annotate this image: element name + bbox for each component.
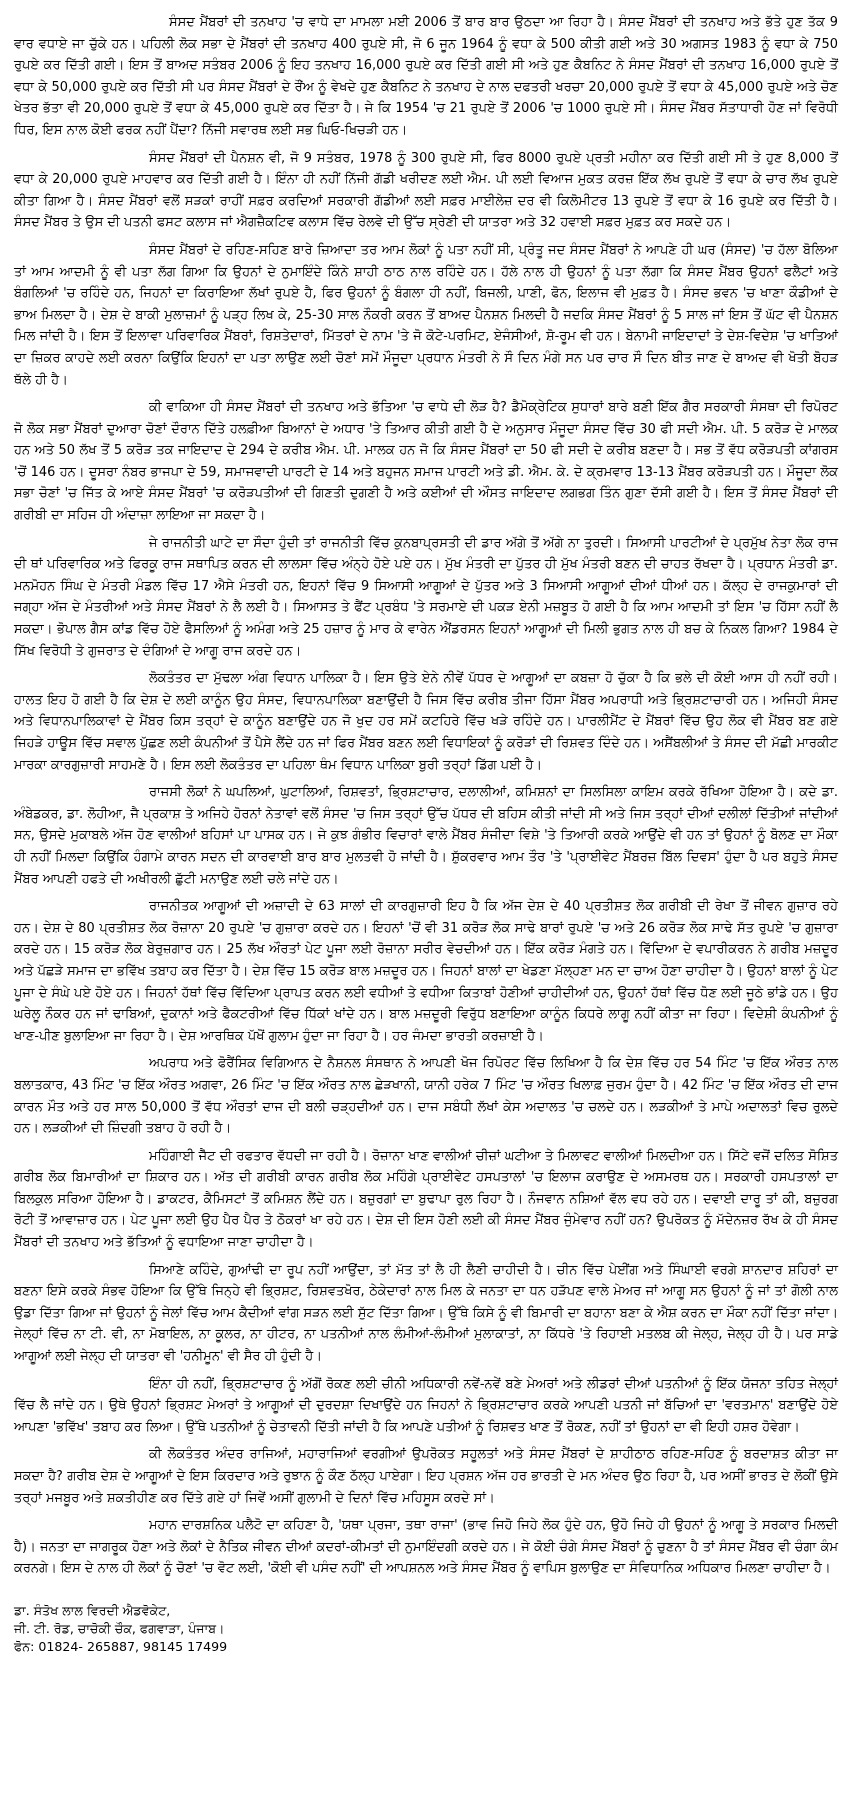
paragraph: ਜੇ ਰਾਜਨੀਤੀ ਘਾਟੇ ਦਾ ਸੌਦਾ ਹੁੰਦੀ ਤਾਂ ਰਾਜਨੀਤੀ ਵਿੱਚ ਕੁਨਬਾਪ੍ਰਸਤੀ ਦੀ ਡਾਰ ਅੱਗੇ ਤੋਂ ਅੱਗੇ ਨਾ ਤੁਰਦੀ। ਸਿਆਸੀ ਪਾਰਟੀਆਂ ਦੇ ਪ੍ਰਮੁੱਖ ਨੇਤਾ ਲੋਕ ਰਾਜ ਦੀ ਥਾਂ ਪਰਿਵਾਰਿਕ ਅਤੇ ਫਿਰਕੂ ਰਾਜ ਸਥਾਪਿਤ ਕਰਨ ਦੀ ਲਾਲਸਾ ਵਿੱਚ ਅੰਨ੍ਹੇ ਹੋਏ ਪਏ ਹਨ। ਮੁੱਖ ਮੰਤਰੀ ਦਾ ਪੁੱਤਰ ਹੀ ਮੁੱਖ ਮੰਤਰੀ ਬਣਨ ਦੀ ਚਾਹਤ ਰੱਖਦਾ ਹੈ। ਪ੍ਰਧਾਨ ਮੰਤਰੀ ਡਾ. ਮਨਮੋਹਨ ਸਿੰਘ ਦੇ ਮੰਤਰੀ ਮੰਡਲ ਵਿੱਚ 17 ਐਸੇ ਮੰਤਰੀ ਹਨ, ਇਹਨਾਂ ਵਿੱਚ 9 ਸਿਆਸੀ ਆਗੂਆਂ ਦੇ ਪੁੱਤਰ ਅਤੇ 3 ਸਿਆਸੀ ਆਗੂਆਂ ਦੀਆਂ ਧੀਆਂ ਹਨ। ਕੱਲ੍ਹ ਦੇ ਰਾਜਕੁਮਾਰਾਂ ਦੀ ਜਗ੍ਹਾ ਅੱਜ ਦੇ ਮੰਤਰੀਆਂ ਅਤੇ ਸੰਸਦ ਮੈਂਬਰਾਂ ਨੇ ਲੈ ਲਈ ਹੈ। ਸਿਆਸਤ ਤੇ ਫੈਂਟ ਪ੍ਰਬੰਧ 'ਤੇ ਸਰਮਾਏ ਦੀ ਪਕੜ ਏਨੀ ਮਜ਼ਬੂਤ ਹੋ ਗਈ ਹੈ ਕਿ ਆਮ ਆਦਮੀ ਤਾਂ ਇਸ 'ਚ ਹਿੱਸਾ ਨਹੀਂ ਲੈ ਸਕਦਾ। ਭੋਪਾਲ ਗੈਸ ਕਾਂਡ ਵਿੱਚ ਹੋਏ ਫੈਸਲਿਆਂ ਨੂੰ ਅਮੰਗ ਅਤੇ 25 ਹਜ਼ਾਰ ਨੂੰ ਮਾਰ ਕੇ ਵਾਰੇਨ ਐਂਡਰਸਨ ਇਹਨਾਂ ਆਗੂਆਂ ਦੀ ਮਿਲੀ ਭੁਗਤ ਨਾਲ ਹੀ ਬਚ ਕੇ ਨਿਕਲ ਗਿਆ? 1984 ਦੇ ਸਿੱਖ ਵਿਰੋਧੀ ਤੇ ਗੁਜਰਾਤ ਦੇ ਦੰਗਿਆਂ ਦੇ ਆਗੂ ਰਾਜ ਕਰਦੇ ਹਨ।: [14, 535, 838, 659]
paragraph: ਅਪਰਾਧ ਅਤੇ ਫੋਰੈਂਸਿਕ ਵਿਗਿਆਨ ਦੇ ਨੈਸ਼ਨਲ ਸੰਸਥਾਨ ਨੇ ਆਪਣੀ ਖੋਜ ਰਿਪੋਰਟ ਵਿੱਚ ਲਿਖਿਆ ਹੈ ਕਿ ਦੇਸ਼ ਵਿੱਚ ਹਰ 54 ਮਿੰਟ 'ਚ ਇੱਕ ਔਰਤ ਨਾਲ ਬਲਾਤਕਾਰ, 43 ਮਿੰਟ 'ਚ ਇੱਕ ਔਰਤ ਅਗਵਾ, 26 ਮਿੰਟ 'ਚ ਇੱਕ ਔਰਤ ਨਾਲ ਛੇੜਖਾਨੀ, ਯਾਨੀ ਹਰੇਕ 7 ਮਿੰਟ 'ਚ ਔਰਤ ਖਿਲਾਫ਼ ਜੁਰਮ ਹੁੰਦਾ ਹੈ। 42 ਮਿੰਟ 'ਚ ਇੱਕ ਔਰਤ ਦੀ ਦਾਜ ਕਾਰਨ ਮੌਤ ਅਤੇ ਹਰ ਸਾਲ 50,000 ਤੋਂ ਵੱਧ ਔਰਤਾਂ ਦਾਜ ਦੀ ਬਲੀ ਚੜ੍ਹਦੀਆਂ ਹਨ। ਦਾਜ ਸਬੰਧੀ ਲੱਖਾਂ ਕੇਸ ਅਦਾਲਤ 'ਚ ਚਲਦੇ ਹਨ। ਲੜਕੀਆਂ ਤੇ ਮਾਪੇ ਅਦਾਲਤਾਂ ਵਿਚ ਰੁਲਦੇ ਹਨ। ਲੜਕੀਆਂ ਦੀ ਜ਼ਿੰਦਗੀ ਤਬਾਹ ਹੋ ਰਹੀ ਹੈ।: [14, 1056, 838, 1137]
article-body: [14, 12, 838, 1580]
paragraph: ਸੰਸਦ ਮੈਂਬਰਾਂ ਦੀ ਤਨਖਾਹ 'ਚ ਵਾਧੇ ਦਾ ਮਾਮਲਾ ਮਈ 2006 ਤੋਂ ਬਾਰ ਬਾਰ ਉਠਦਾ ਆ ਰਿਹਾ ਹੈ। ਸੰਸਦ ਮੈਂਬਰਾਂ ਦੀ ਤਨਖਾਹ ਅਤੇ ਭੱਤੇ ਹੁਣ ਤੱਕ 9 ਵਾਰ ਵਧਾਏ ਜਾ ਚੁੱਕੇ ਹਨ। ਪਹਿਲੀ ਲੋਕ ਸਭਾ ਦੇ ਮੈਂਬਰਾਂ ਦੀ ਤਨਖਾਹ 400 ਰੁਪਏ ਸੀ, ਜੋ 6 ਜੂਨ 1964 ਨੂੰ ਵਧਾ ਕੇ 500 ਕੀਤੀ ਗਈ ਅਤੇ 30 ਅਗਸਤ 1983 ਨੂੰ ਵਧਾ ਕੇ 750 ਰੁਪਏ ਕਰ ਦਿੱਤੀ ਗਈ। ਇਸ ਤੋਂ ਬਾਅਦ ਸਤੰਬਰ 2006 ਨੂੰ ਇਹ ਤਨਖਾਹ 16,000 ਰੁਪਏ ਕਰ ਦਿੱਤੀ ਗਈ ਸੀ ਅਤੇ ਹੁਣ ਕੈਬਨਿਟ ਨੇ ਸੰਸਦ ਮੈਂਬਰਾਂ ਦੀ ਤਨਖਾਹ 16,000 ਰੁਪਏ ਤੋਂ ਵਧਾ ਕੇ 50,000 ਰੁਪਏ ਕਰ ਦਿੱਤੀ ਸੀ ਪਰ ਸੰਸਦ ਮੈਂਬਰਾਂ ਦੇ ਰੌਂਅ ਨੂੰ ਵੇਖਦੇ ਹੁਣ ਕੈਬਨਿਟ ਨੇ ਤਨਖਾਹ ਦੇ ਨਾਲ ਦਫਤਰੀ ਖਰਚਾ 20,000 ਰੁਪਏ ਤੋਂ ਵਧਾ ਕੇ 45,000 ਰੁਪਏ ਅਤੇ ਚੋਣ ਖੇਤਰ ਭੱਤਾ ਵੀ 20,000 ਰੁਪਏ ਤੋਂ ਵਧਾ ਕੇ 45,000 ਰੁਪਏ ਕਰ ਦਿੱਤਾ ਹੈ। ਜੇ ਕਿ 1954 'ਚ 21 ਰੁਪਏ ਤੋਂ 2006 'ਚ 1000 ਰੁਪਏ ਸੀ। ਸੰਸਦ ਮੈਂਬਰ ਸੱਤਾਧਾਰੀ ਹੋਣ ਜਾਂ ਵਿਰੋਧੀ ਧਿਰ, ਇਸ ਨਾਲ ਕੋਈ ਫਰਕ ਨਹੀਂ ਪੈਂਦਾ? ਨਿੱਜੀ ਸਵਾਰਥ ਲਈ ਸਭ ਘਿਓ-ਖਿਚੜੀ ਹਨ।: [14, 15, 838, 138]
paragraph: ਮਹਾਨ ਦਾਰਸ਼ਨਿਕ ਪਲੈਟੋ ਦਾ ਕਹਿਣਾ ਹੈ, 'ਯਥਾ ਪ੍ਰਜਾ, ਤਥਾ ਰਾਜਾ' (ਭਾਵ ਜਿਹੋ ਜਿਹੇ ਲੋਕ ਹੁੰਦੇ ਹਨ, ਉਹੋ ਜਿਹੇ ਹੀ ਉਹਨਾਂ ਨੂੰ ਆਗੂ ਤੇ ਸਰਕਾਰ ਮਿਲਦੀ ਹੈ)। ਜਨਤਾ ਦਾ ਜਾਗਰੂਕ ਹੋਣਾ ਅਤੇ ਲੋਕਾਂ ਦੇ ਨੈਤਿਕ ਜੀਵਨ ਦੀਆਂ ਕਦਰਾਂ-ਕੀਮਤਾਂ ਦੀ ਨੁਮਾਇੰਦਗੀ ਕਰਦੇ ਹਨ। ਜੇ ਕੋਈ ਚੰਗੇ ਸੰਸਦ ਮੈਂਬਰਾਂ ਨੂੰ ਚੁਣਨਾ ਹੈ ਤਾਂ ਸੰਸਦ ਮੈਂਬਰ ਵੀ ਚੰਗਾ ਕੰਮ ਕਰਨਗੇ। ਇਸ ਦੇ ਨਾਲ ਹੀ ਲੋਕਾਂ ਨੂੰ ਚੋਣਾਂ 'ਚ ਵੋਟ ਲਈ, 'ਕੋਈ ਵੀ ਪਸੰਦ ਨਹੀਂ' ਦੀ ਆਪਸ਼ਨਲ ਅਤੇ ਸੰਸਦ ਮੈਂਬਰ ਨੂੰ ਵਾਪਿਸ ਬੁਲਾਉਣ ਦਾ ਸੰਵਿਧਾਨਿਕ ਅਧਿਕਾਰ ਮਿਲਣਾ ਚਾਹੀਦਾ ਹੈ।: [14, 1518, 838, 1577]
author-signature-block: [14, 1602, 838, 1656]
paragraph: ਕੀ ਲੋਕਤੰਤਰ ਅੰਦਰ ਰਾਜਿਆਂ, ਮਹਾਰਾਜਿਆਂ ਵਰਗੀਆਂ ਉਪਰੋਕਤ ਸਹੂਲਤਾਂ ਅਤੇ ਸੰਸਦ ਮੈਂਬਰਾਂ ਦੇ ਸ਼ਾਹੀਠਾਠ ਰਹਿਣ-ਸਹਿਣ ਨੂੰ ਬਰਦਾਸ਼ਤ ਕੀਤਾ ਜਾ ਸਕਦਾ ਹੈ? ਗਰੀਬ ਦੇਸ਼ ਦੇ ਆਗੂਆਂ ਦੇ ਇਸ ਕਿਰਦਾਰ ਅਤੇ ਰੁਝਾਨ ਨੂੰ ਕੌਣ ਠੱਲ੍ਹ ਪਾਏਗਾ। ਇਹ ਪ੍ਰਸ਼ਨ ਅੱਜ ਹਰ ਭਾਰਤੀ ਦੇ ਮਨ ਅੰਦਰ ਉਠ ਰਿਹਾ ਹੈ, ਪਰ ਅਸੀਂ ਭਾਰਤ ਦੇ ਲੋਕੀਂ ਉਸੇ ਤਰ੍ਹਾਂ ਮਜਬੂਰ ਅਤੇ ਸ਼ਕਤੀਹੀਣ ਕਰ ਦਿੱਤੇ ਗਏ ਹਾਂ ਜਿਵੇਂ ਅਸੀਂ ਗੁਲਾਮੀ ਦੇ ਦਿਨਾਂ ਵਿੱਚ ਮਹਿਸੂਸ ਕਰਦੇ ਸਾਂ।: [14, 1447, 838, 1506]
paragraph: ਸਿਆਣੇ ਕਹਿੰਦੇ, ਗੁਆਂਢੀ ਦਾ ਰੂਪ ਨਹੀਂ ਆਉਂਦਾ, ਤਾਂ ਮੱਤ ਤਾਂ ਲੈ ਹੀ ਲੈਣੀ ਚਾਹੀਦੀ ਹੈ। ਚੀਨ ਵਿੱਚ ਪੇਈਂਗ ਅਤੇ ਸਿੰਘਾਈ ਵਰਗੇ ਸ਼ਾਨਦਾਰ ਸ਼ਹਿਰਾਂ ਦਾ ਬਣਨਾ ਇਸੇ ਕਰਕੇ ਸੰਭਵ ਹੋਇਆ ਕਿ ਉੱਥੇ ਜਿਨ੍ਹੇ ਵੀ ਭ੍ਰਿਸ਼ਟ, ਰਿਸ਼ਵਤਖੋਰ, ਠੇਕੇਦਾਰਾਂ ਨਾਲ ਮਿਲ ਕੇ ਜਨਤਾ ਦਾ ਧਨ ਹੜੱਪਣ ਵਾਲੇ ਮੇਅਰ ਜਾਂ ਆਗੂ ਸਨ ਉਹਨਾਂ ਨੂੰ ਜਾਂ ਤਾਂ ਗੋਲੀ ਨਾਲ ਉਡਾ ਦਿੱਤਾ ਗਿਆ ਜਾਂ ਉਹਨਾਂ ਨੂੰ ਜੇਲਾਂ ਵਿੱਚ ਆਮ ਕੈਦੀਆਂ ਵਾਂਗ ਸੜਨ ਲਈ ਸੁੱਟ ਦਿੱਤਾ ਗਿਆ। ਉੱਥੇ ਕਿਸੇ ਨੂੰ ਵੀ ਬਿਮਾਰੀ ਦਾ ਬਹਾਨਾ ਬਣਾ ਕੇ ਐਸ਼ ਕਰਨ ਦਾ ਮੌਕਾ ਨਹੀਂ ਦਿੱਤਾ ਜਾਂਦਾ। ਜੇਲ੍ਹਾਂ ਵਿੱਚ ਨਾ ਟੀ. ਵੀ, ਨਾ ਮੋਬਾਇਲ, ਨਾ ਕੂਲਰ, ਨਾ ਹੀਟਰ, ਨਾ ਪਤਨੀਆਂ ਨਾਲ ਲੰਮੀਆਂ-ਲੰਮੀਆਂ ਮੁਲਾਕਾਤਾਂ, ਨਾ ਕਿੱਧਰੇ 'ਤੇ ਰਿਹਾਈ ਮਤਲਬ ਕੀ ਜੇਲ੍ਹ, ਜੇਲ੍ਹ ਹੀ ਹੈ। ਪਰ ਸਾਡੇ ਆਗੂਆਂ ਲਈ ਜੇਲ੍ਹ ਦੀ ਯਾਤਰਾ ਵੀ 'ਹਨੀਮੂਨ' ਵੀ ਸੈਰ ਹੀ ਹੁੰਦੀ ਹੈ।: [14, 1262, 838, 1365]
paragraph: ਸੰਸਦ ਮੈਂਬਰਾਂ ਦੇ ਰਹਿਣ-ਸਹਿਣ ਬਾਰੇ ਜ਼ਿਆਦਾ ਤਰ ਆਮ ਲੋਕਾਂ ਨੂੰ ਪਤਾ ਨਹੀਂ ਸੀ, ਪ੍ਰੰਤੂ ਜਦ ਸੰਸਦ ਮੈਂਬਰਾਂ ਨੇ ਆਪਣੇ ਹੀ ਘਰ (ਸੰਸਦ) 'ਚ ਹੱਲਾ ਬੋਲਿਆ ਤਾਂ ਆਮ ਆਦਮੀ ਨੂੰ ਵੀ ਪਤਾ ਲੱਗ ਗਿਆ ਕਿ ਉਹਨਾਂ ਦੇ ਨੁਮਾਇੰਦੇ ਕਿੰਨੇ ਸ਼ਾਹੀ ਠਾਠ ਨਾਲ ਰਹਿੰਦੇ ਹਨ। ਹੱਲੇ ਨਾਲ ਹੀ ਉਹਨਾਂ ਨੂੰ ਪਤਾ ਲੱਗਾ ਕਿ ਸੰਸਦ ਮੈਂਬਰ ਉਹਨਾਂ ਫਲੈਟਾਂ ਅਤੇ ਬੰਗਲਿਆਂ 'ਚ ਰਹਿੰਦੇ ਹਨ, ਜਿਹਨਾਂ ਦਾ ਕਿਰਾਇਆ ਲੱਖਾਂ ਰੁਪਏ ਹੈ, ਫਿਰ ਉਹਨਾਂ ਨੂੰ ਬੰਗਲਾ ਹੀ ਨਹੀਂ, ਬਿਜਲੀ, ਪਾਣੀ, ਫੋਨ, ਇਲਾਜ ਵੀ ਮੁਫ਼ਤ ਹੈ। ਸੰਸਦ ਭਵਨ 'ਚ ਖਾਣਾ ਕੌਡੀਆਂ ਦੇ ਭਾਅ ਮਿਲਦਾ ਹੈ। ਦੇਸ਼ ਦੇ ਬਾਕੀ ਮੁਲਾਜ਼ਮਾਂ ਨੂੰ ਪੜ੍ਹ ਲਿਖ ਕੇ, 25-30 ਸਾਲ ਨੌਕਰੀ ਕਰਨ ਤੋਂ ਬਾਅਦ ਪੈਨਸ਼ਨ ਮਿਲਦੀ ਹੈ ਜਦਕਿ ਸੰਸਦ ਮੈਂਬਰਾਂ ਨੂੰ 5 ਸਾਲ ਜਾਂ ਇਸ ਤੋਂ ਘੱਟ ਵੀ ਪੈਨਸ਼ਨ ਮਿਲ ਜਾਂਦੀ ਹੈ। ਇਸ ਤੋਂ ਇਲਾਵਾ ਪਰਿਵਾਰਿਕ ਮੈਂਬਰਾਂ, ਰਿਸ਼ਤੇਦਾਰਾਂ, ਮਿੱਤਰਾਂ ਦੇ ਨਾਮ 'ਤੇ ਜੋ ਕੋਟੇ-ਪਰਮਿਟ, ਏਜੰਸੀਆਂ, ਸ਼ੋ-ਰੂਮ ਵੀ ਹਨ। ਬੇਨਾਮੀ ਜਾਇਦਾਦਾਂ ਤੇ ਦੇਸ਼-ਵਿਦੇਸ਼ 'ਚ ਖਾਤਿਆਂ ਦਾ ਜ਼ਿਕਰ ਕਾਹਦੇ ਲਈ ਕਰਨਾ ਕਿਉਂਕਿ ਇਹਨਾਂ ਦਾ ਪਤਾ ਲਾਉਣ ਲਈ ਚੋਣਾਂ ਸਮੇਂ ਮੌਜੂਦਾ ਪ੍ਰਧਾਨ ਮੰਤਰੀ ਨੇ ਸੌ ਦਿਨ ਮੰਗੇ ਸਨ ਪਰ ਚਾਰ ਸੌ ਦਿਨ ਬੀਤ ਜਾਣ ਦੇ ਬਾਅਦ ਵੀ ਖੋਤੀ ਬੋਹੜ ਥੱਲੇ ਹੀ ਹੈ।: [14, 242, 838, 388]
author-address: ਜੀ. ਟੀ. ਰੋਡ, ਚਾਚੋਕੀ ਚੌਕ, ਫਗਵਾੜਾ, ਪੰਜਾਬ।: [14, 1620, 225, 1636]
paragraph: ਲੋਕਤੰਤਰ ਦਾ ਮੁੱਢਲਾ ਅੰਗ ਵਿਧਾਨ ਪਾਲਿਕਾ ਹੈ। ਇਸ ਉਤੇ ਏਨੇ ਨੀਵੇਂ ਪੱਧਰ ਦੇ ਆਗੂਆਂ ਦਾ ਕਬਜ਼ਾ ਹੋ ਚੁੱਕਾ ਹੈ ਕਿ ਭਲੇ ਦੀ ਕੋਈ ਆਸ ਹੀ ਨਹੀਂ ਰਹੀ। ਹਾਲਤ ਇਹ ਹੋ ਗਈ ਹੈ ਕਿ ਦੇਸ਼ ਦੇ ਲਈ ਕਾਨੂੰਨ ਉਹ ਸੰਸਦ, ਵਿਧਾਨਪਾਲਿਕਾ ਬਣਾਉਂਦੀ ਹੈ ਜਿਸ ਵਿੱਚ ਕਰੀਬ ਤੀਜਾ ਹਿੱਸਾ ਮੈਂਬਰ ਅਪਰਾਧੀ ਅਤੇ ਭ੍ਰਿਸ਼ਟਾਚਾਰੀ ਹਨ। ਅਜਿਹੀ ਸੰਸਦ ਅਤੇ ਵਿਧਾਨਪਾਲਿਕਾਵਾਂ ਦੇ ਮੈਂਬਰ ਕਿਸ ਤਰ੍ਹਾਂ ਦੇ ਕਾਨੂੰਨ ਬਣਾਉਂਦੇ ਹਨ ਜੋ ਖੁਦ ਹਰ ਸਮੇਂ ਕਟਹਿਰੇ ਵਿੱਚ ਖੜੇ ਰਹਿੰਦੇ ਹਨ। ਪਾਰਲੀਮੈਂਟ ਦੇ ਮੈਂਬਰਾਂ ਵਿੱਚ ਉਹ ਲੋਕ ਵੀ ਮੈਂਬਰ ਬਣ ਗਏ ਜਿਹੜੇ ਹਾਊਸ ਵਿੱਚ ਸਵਾਲ ਪੁੱਛਣ ਲਈ ਕੰਪਨੀਆਂ ਤੋਂ ਪੈਸੇ ਲੈਂਦੇ ਹਨ ਜਾਂ ਫਿਰ ਮੈਂਬਰ ਬਣਨ ਲਈ ਵਿਧਾਇਕਾਂ ਨੂੰ ਕਰੋੜਾਂ ਦੀ ਰਿਸ਼ਵਤ ਦਿੰਦੇ ਹਨ। ਅਸੈਂਬਲੀਆਂ ਤੇ ਸੰਸਦ ਦੀ ਮੱਛੀ ਮਾਰਕੀਟ ਮਾਰਕਾ ਕਾਰਗੁਜ਼ਾਰੀ ਸਾਹਮਣੇ ਹੈ। ਇਸ ਲਈ ਲੋਕਤੰਤਰ ਦਾ ਪਹਿਲਾ ਥੰਮ ਵਿਧਾਨ ਪਾਲਿਕਾ ਬੁਰੀ ਤਰ੍ਹਾਂ ਡਿੱਗ ਪਈ ਹੈ।: [14, 671, 838, 773]
paragraph: ਇੰਨਾ ਹੀ ਨਹੀਂ, ਭ੍ਰਿਸ਼ਟਾਚਾਰ ਨੂੰ ਅੱਗੋਂ ਰੋਕਣ ਲਈ ਚੀਨੀ ਅਧਿਕਾਰੀ ਨਵੇਂ-ਨਵੇਂ ਬਣੇ ਮੇਅਰਾਂ ਅਤੇ ਲੀਡਰਾਂ ਦੀਆਂ ਪਤਨੀਆਂ ਨੂੰ ਇੱਕ ਯੋਜਨਾ ਤਹਿਤ ਜੇਲ੍ਹਾਂ ਵਿੱਚ ਲੈ ਜਾਂਦੇ ਹਨ। ਉਥੇ ਉਹਨਾਂ ਭ੍ਰਿਸ਼ਟ ਮੇਅਰਾਂ ਤੇ ਆਗੂਆਂ ਦੀ ਦੁਰਦਸ਼ਾ ਦਿਖਾਉਂਦੇ ਹਨ ਜਿਹਨਾਂ ਨੇ ਭ੍ਰਿਸ਼ਟਾਚਾਰ ਕਰਕੇ ਆਪਣੀ ਪਤਨੀ ਜਾਂ ਬੱਚਿਆਂ ਦਾ 'ਵਰਤਮਾਨ' ਬਣਾਉਂਦੇ ਹੋਏ ਆਪਣਾ 'ਭਵਿੱਖ' ਤਬਾਹ ਕਰ ਲਿਆ। ਉੱਥੇ ਪਤਨੀਆਂ ਨੂੰ ਚੇਤਾਵਨੀ ਦਿੱਤੀ ਜਾਂਦੀ ਹੈ ਕਿ ਆਪਣੇ ਪਤੀਆਂ ਨੂੰ ਰਿਸ਼ਵਤ ਖਾਣ ਤੋਂ ਰੋਕਣ, ਨਹੀਂ ਤਾਂ ਉਹਨਾਂ ਦਾ ਵੀ ਇਹੀ ਹਸ਼ਰ ਹੋਵੇਗਾ।: [14, 1376, 838, 1435]
paragraph: ਮਹਿੰਗਾਈ ਜੈੱਟ ਦੀ ਰਫਤਾਰ ਵੱਧਦੀ ਜਾ ਰਹੀ ਹੈ। ਰੋਜ਼ਾਨਾ ਖਾਣ ਵਾਲੀਆਂ ਚੀਜ਼ਾਂ ਘਟੀਆ ਤੇ ਮਿਲਾਵਟ ਵਾਲੀਆਂ ਮਿਲਦੀਆ ਹਨ। ਸਿੱਟੇ ਵਜੋਂ ਦਲਿਤ ਸੋਸ਼ਿਤ ਗਰੀਬ ਲੋਕ ਬਿਮਾਰੀਆਂ ਦਾ ਸ਼ਿਕਾਰ ਹਨ। ਅੱਤ ਦੀ ਗਰੀਬੀ ਕਾਰਨ ਗਰੀਬ ਲੋਕ ਮਹਿੰਗੇ ਪ੍ਰਾਈਵੇਟ ਹਸਪਤਾਲਾਂ 'ਚ ਇਲਾਜ ਕਰਾਉਣ ਦੇ ਅਸਮਰਥ ਹਨ। ਸਰਕਾਰੀ ਹਸਪਤਾਲਾਂ ਦਾ ਬਿਲਕੁਲ ਸਰਿਆ ਹੋਇਆ ਹੈ। ਡਾਕਟਰ, ਕੈਮਿਸਟਾਂ ਤੋਂ ਕਮਿਸ਼ਨ ਲੈਂਦੇ ਹਨ। ਬਜ਼ੁਰਗਾਂ ਦਾ ਬੁਢਾਪਾ ਰੁਲ ਰਿਹਾ ਹੈ। ਨੌਜਵਾਨ ਨਸ਼ਿਆਂ ਵੱਲ ਵਧ ਰਹੇ ਹਨ। ਦਵਾਈ ਦਾਰੂ ਤਾਂ ਕੀ, ਬਜ਼ੁਰਗ ਰੋਟੀ ਤੋਂ ਆਵਾਜ਼ਾਰ ਹਨ। ਪੇਟ ਪੂਜਾ ਲਈ ਉਹ ਪੈਰ ਪੈਰ ਤੇ ਠੋਕਰਾਂ ਖਾ ਰਹੇ ਹਨ। ਦੇਸ਼ ਦੀ ਇਸ ਹੋਣੀ ਲਈ ਕੀ ਸੰਸਦ ਮੈਂਬਰ ਜੁੰਮੇਵਾਰ ਨਹੀਂ ਹਨ? ਉਪਰੋਕਤ ਨੂੰ ਮੱਦੇਨਜ਼ਰ ਰੱਖ ਕੇ ਹੀ ਸੰਸਦ ਮੈਂਬਰਾਂ ਦੀ ਤਨਖਾਹ ਅਤੇ ਭੱਤਿਆਂ ਨੂੰ ਵਧਾਇਆ ਜਾਣਾ ਚਾਹੀਦਾ ਹੈ।: [14, 1148, 838, 1251]
paragraph: ਕੀ ਵਾਕਿਆ ਹੀ ਸੰਸਦ ਮੈਂਬਰਾਂ ਦੀ ਤਨਖਾਹ ਅਤੇ ਭੱਤਿਆ 'ਚ ਵਾਧੇ ਦੀ ਲੋੜ ਹੈ? ਡੈਮੋਕ੍ਰੇਟਿਕ ਸੁਧਾਰਾਂ ਬਾਰੇ ਬਣੀ ਇੱਕ ਗੈਰ ਸਰਕਾਰੀ ਸੰਸਥਾ ਦੀ ਰਿਪੋਰਟ ਜੋ ਲੋਕ ਸਭਾ ਮੈਂਬਰਾਂ ਦੁਆਰਾ ਚੋਣਾਂ ਦੌਰਾਨ ਦਿੱਤੇ ਹਲਫ਼ੀਆ ਬਿਆਨਾਂ ਦੇ ਅਧਾਰ 'ਤੇ ਤਿਆਰ ਕੀਤੀ ਗਈ ਹੈ ਦੇ ਅਨੁਸਾਰ ਮੌਜੂਦਾ ਸੰਸਦ ਵਿੱਚ 30 ਫੀ ਸਦੀ ਐਮ. ਪੀ. 5 ਕਰੋੜ ਦੇ ਮਾਲਕ ਹਨ ਅਤੇ 50 ਲੱਖ ਤੋਂ 5 ਕਰੋੜ ਤਕ ਜਾਇਦਾਦ ਦੇ 294 ਦੇ ਕਰੀਬ ਐਮ. ਪੀ. ਮਾਲਕ ਹਨ ਜੋ ਕਿ ਸੰਸਦ ਮੈਂਬਰਾਂ ਦਾ 50 ਫੀ ਸਦੀ ਦੇ ਕਰੀਬ ਬਣਦਾ ਹੈ। ਸਭ ਤੋਂ ਵੱਧ ਕਰੋੜਪਤੀ ਕਾਂਗਰਸ 'ਚੋਂ 146 ਹਨ। ਦੂਸਰਾ ਨੰਬਰ ਭਾਜਪਾ ਦੇ 59, ਸਮਾਜਵਾਦੀ ਪਾਰਟੀ ਦੇ 14 ਅਤੇ ਬਹੁਜਨ ਸਮਾਜ ਪਾਰਟੀ ਅਤੇ ਡੀ. ਐਮ. ਕੇ. ਦੇ ਕ੍ਰਮਵਾਰ 13-13 ਮੈਂਬਰ ਕਰੋੜਪਤੀ ਹਨ। ਮੌਜੂਦਾ ਲੋਕ ਸਭਾ ਚੋਣਾਂ 'ਚ ਜਿੱਤ ਕੇ ਆਏ ਸੰਸਦ ਮੈਂਬਰਾਂ 'ਚ ਕਰੋੜਪਤੀਆਂ ਦੀ ਗਿਣਤੀ ਦੁਗਣੀ ਹੈ ਅਤੇ ਕਈਆਂ ਦੀ ਔਸਤ ਜਾਇਦਾਦ ਲਗਭਗ ਤਿੰਨ ਗੁਣਾ ਦੱਸੀ ਗਈ ਹੈ। ਇਸ ਤੋਂ ਸੰਸਦ ਮੈਂਬਰਾਂ ਦੀ ਗਰੀਬੀ ਦਾ ਸਹਿਜ ਹੀ ਅੰਦਾਜ਼ਾ ਲਾਇਆ ਜਾ ਸਕਦਾ ਹੈ।: [14, 400, 838, 524]
paragraph: ਰਾਜਸੀ ਲੋਕਾਂ ਨੇ ਘਪਲਿਆਂ, ਘੁਟਾਲਿਆਂ, ਰਿਸ਼ਵਤਾਂ, ਭ੍ਰਿਸ਼ਟਾਚਾਰ, ਦਲਾਲੀਆਂ, ਕਮਿਸ਼ਨਾਂ ਦਾ ਸਿਲਸਿਲਾ ਕਾਇਮ ਕਰਕੇ ਰੱਖਿਆ ਹੋਇਆ ਹੈ। ਕਦੇ ਡਾ. ਅੰਬੇਡਕਰ, ਡਾ. ਲੋਹੀਆ, ਜੈ ਪ੍ਰਕਾਸ਼ ਤੇ ਅਜਿਹੇ ਹੋਰਨਾਂ ਨੇਤਾਵਾਂ ਵਲੋਂ ਸੰਸਦ 'ਚ ਜਿਸ ਤਰ੍ਹਾਂ ਉੱਚ ਪੱਧਰ ਦੀ ਬਹਿਸ ਕੀਤੀ ਜਾਂਦੀ ਸੀ ਅਤੇ ਜਿਸ ਤਰ੍ਹਾਂ ਦੀਆਂ ਦਲੀਲਾਂ ਦਿੱਤੀਆਂ ਜਾਂਦੀਆਂ ਸਨ, ਉਸਦੇ ਮੁਕਾਬਲੇ ਅੱਜ ਹੋਣ ਵਾਲੀਆਂ ਬਹਿਸਾਂ ਪਾ ਪਾਸਕ ਹਨ। ਜੇ ਕੁਝ ਗੰਭੀਰ ਵਿਚਾਰਾਂ ਵਾਲੇ ਮੈਂਬਰ ਸੰਜੀਦਾ ਵਿਸ਼ੇ 'ਤੇ ਤਿਆਰੀ ਕਰਕੇ ਆਉਂਦੇ ਵੀ ਹਨ ਤਾਂ ਉਹਨਾਂ ਨੂੰ ਬੋਲਣ ਦਾ ਮੌਕਾ ਹੀ ਨਹੀਂ ਮਿਲਦਾ ਕਿਉਂਕਿ ਹੰਗਾਮੇ ਕਾਰਨ ਸਦਨ ਦੀ ਕਾਰਵਾਈ ਬਾਰ ਬਾਰ ਮੁਲਤਵੀ ਹੋ ਜਾਂਦੀ ਹੈ। ਸ਼ੁੱਕਰਵਾਰ ਆਮ ਤੌਰ 'ਤੇ 'ਪ੍ਰਾਈਵੇਟ ਮੈਂਬਰਜ਼ ਬਿੱਲ ਦਿਵਸ' ਹੁੰਦਾ ਹੈ ਪਰ ਬਹੁਤੇ ਸੰਸਦ ਮੈਂਬਰ ਆਪਣੀ ਹਫਤੇ ਦੀ ਅਖੀਰਲੀ ਛੁੱਟੀ ਮਨਾਉਣ ਲਈ ਚਲੇ ਜਾਂਦੇ ਹਨ।: [14, 785, 838, 887]
author-phone: ਫੋਨ: 01824- 265887, 98145 17499: [14, 1638, 228, 1654]
paragraph: ਰਾਜਨੀਤਕ ਆਗੂਆਂ ਦੀ ਅਜ਼ਾਦੀ ਦੇ 63 ਸਾਲਾਂ ਦੀ ਕਾਰਗੁਜ਼ਾਰੀ ਇਹ ਹੈ ਕਿ ਅੱਜ ਦੇਸ਼ ਦੇ 40 ਪ੍ਰਤੀਸ਼ਤ ਲੋਕ ਗਰੀਬੀ ਦੀ ਰੇਖਾ ਤੋਂ ਜੀਵਨ ਗੁਜ਼ਾਰ ਰਹੇ ਹਨ। ਦੇਸ਼ ਦੇ 80 ਪ੍ਰਤੀਸ਼ਤ ਲੋਕ ਰੋਜ਼ਾਨਾ 20 ਰੁਪਏ 'ਚ ਗੁਜ਼ਾਰਾ ਕਰਦੇ ਹਨ। ਇਹਨਾਂ 'ਚੋਂ ਵੀ 31 ਕਰੋੜ ਲੋਕ ਸਾਢੇ ਬਾਰਾਂ ਰੁਪਏ 'ਚ ਅਤੇ 26 ਕਰੋੜ ਲੋਕ ਸਾਢੇ ਸੱਤ ਰੁਪਏ 'ਚ ਗੁਜ਼ਾਰਾ ਕਰਦੇ ਹਨ। 15 ਕਰੋੜ ਲੋਕ ਬੇਰੁਜ਼ਗਾਰ ਹਨ। 25 ਲੱਖ ਔਰਤਾਂ ਪੇਟ ਪੂਜਾ ਲਈ ਰੋਜ਼ਾਨਾ ਸਰੀਰ ਵੇਚਦੀਆਂ ਹਨ। ਇੱਕ ਕਰੋੜ ਮੰਗਤੇ ਹਨ। ਵਿੱਦਿਆ ਦੇ ਵਪਾਰੀਕਰਨ ਨੇ ਗਰੀਬ ਮਜ਼ਦੂਰ ਅਤੇ ਪੱਛੜੇ ਸਮਾਜ ਦਾ ਭਵਿੱਖ ਤਬਾਹ ਕਰ ਦਿੱਤਾ ਹੈ। ਦੇਸ਼ ਵਿੱਚ 15 ਕਰੋੜ ਬਾਲ ਮਜ਼ਦੂਰ ਹਨ। ਜਿਹਨਾਂ ਬਾਲਾਂ ਦਾ ਖੇਡਣਾ ਮੱਲ੍ਹਣਾ ਮਨ ਦਾ ਚਾਅ ਹੋਣਾ ਚਾਹੀਦਾ ਹੈ। ਉਹਨਾਂ ਬਾਲਾਂ ਨੂੰ ਪੇਟ ਪੂਜਾ ਦੇ ਸੰਘੇ ਪਏ ਹੋਏ ਹਨ। ਜਿਹਨਾਂ ਹੱਥਾਂ ਵਿੱਚ ਵਿੱਦਿਆ ਪ੍ਰਾਪਤ ਕਰਨ ਲਈ ਵਧੀਆਂ ਤੇ ਵਧੀਆ ਕਿਤਾਬਾਂ ਹੋਣੀਆਂ ਚਾਹੀਦੀਆਂ ਹਨ, ਉਹਨਾਂ ਹੱਥਾਂ ਵਿੱਚ ਧੋਣ ਲਈ ਜੂਠੇ ਭਾਂਡੇ ਹਨ। ਉਹ ਘਰੇਲੂ ਨੌਕਰ ਹਨ ਜਾਂ ਢਾਬਿਆਂ, ਦੁਕਾਨਾਂ ਅਤੇ ਫੈਕਟਰੀਆਂ ਵਿੱਚ ਧਿੱਕਾਂ ਖਾਂਦੇ ਹਨ। ਬਾਲ ਮਜ਼ਦੂਰੀ ਵਿਰੁੱਧ ਬਣਾਇਆ ਕਾਨੂੰਨ ਕਿਧਰੇ ਲਾਗੂ ਨਹੀਂ ਕੀਤਾ ਜਾ ਰਿਹਾ। ਵਿਦੇਸ਼ੀ ਕੰਪਨੀਆਂ ਨੂੰ ਖਾਣ-ਪੀਣ ਬੁਲਾਇਆ ਜਾ ਰਿਹਾ ਹੈ। ਦੇਸ਼ ਆਰਥਿਕ ਪੱਖੋਂ ਗੁਲਾਮ ਹੁੰਦਾ ਜਾ ਰਿਹਾ ਹੈ। ਹਰ ਜੰਮਦਾ ਭਾਰਤੀ ਕਰਜ਼ਾਈ ਹੈ।: [14, 899, 838, 1044]
paragraph: ਸੰਸਦ ਮੈਂਬਰਾਂ ਦੀ ਪੈਨਸ਼ਨ ਵੀ, ਜੋ 9 ਸਤੰਬਰ, 1978 ਨੂੰ 300 ਰੁਪਏ ਸੀ, ਫਿਰ 8000 ਰੁਪਏ ਪ੍ਰਤੀ ਮਹੀਨਾ ਕਰ ਦਿੱਤੀ ਗਈ ਸੀ ਤੇ ਹੁਣ 8,000 ਤੋਂ ਵਧਾ ਕੇ 20,000 ਰੁਪਏ ਮਾਹਵਾਰ ਕਰ ਦਿੱਤੀ ਗਈ ਹੈ। ਇੰਨਾ ਹੀ ਨਹੀਂ ਨਿੱਜੀ ਗੱਡੀ ਖਰੀਦਣ ਲਈ ਐਮ. ਪੀ ਲਈ ਵਿਆਜ ਮੁਕਤ ਕਰਜ਼ ਇੱਕ ਲੱਖ ਰੁਪਏ ਤੋਂ ਵਧਾ ਕੇ ਚਾਰ ਲੱਖ ਰੁਪਏ ਕੀਤਾ ਗਿਆ ਹੈ। ਸੰਸਦ ਮੈਂਬਰਾਂ ਵਲੋਂ ਸੜਕਾਂ ਰਾਹੀਂ ਸਫ਼ਰ ਕਰਦਿਆਂ ਸਰਕਾਰੀ ਗੱਡੀਆਂ ਲਈ ਸਫ਼ਰ ਮਾਈਲੇਜ਼ ਦਰ ਵੀ ਕਿਲੋਮੀਟਰ 13 ਰੁਪਏ ਤੋਂ ਵਧਾ ਕੇ 16 ਰੁਪਏ ਕਰ ਦਿੱਤੀ ਹੈ। ਸੰਸਦ ਮੈਂਬਰ ਤੇ ਉਸ ਦੀ ਪਤਨੀ ਫਸਟ ਕਲਾਸ ਜਾਂ ਐਗਜ਼ੈਕਟਿਵ ਕਲਾਸ ਵਿੱਚ ਰੇਲਵੇ ਦੀ ਉੱਚ ਸ੍ਰੇਣੀ ਦੀ ਯਾਤਰਾ ਅਤੇ 32 ਹਵਾਈ ਸਫ਼ਰ ਮੁਫ਼ਤ ਕਰ ਸਕਦੇ ਹਨ।: [14, 150, 838, 231]
author-name: ਡਾ. ਸੰਤੋਖ ਲਾਲ ਵਿਰਦੀ ਐਡਵੋਕੇਟ,: [14, 1602, 171, 1618]
